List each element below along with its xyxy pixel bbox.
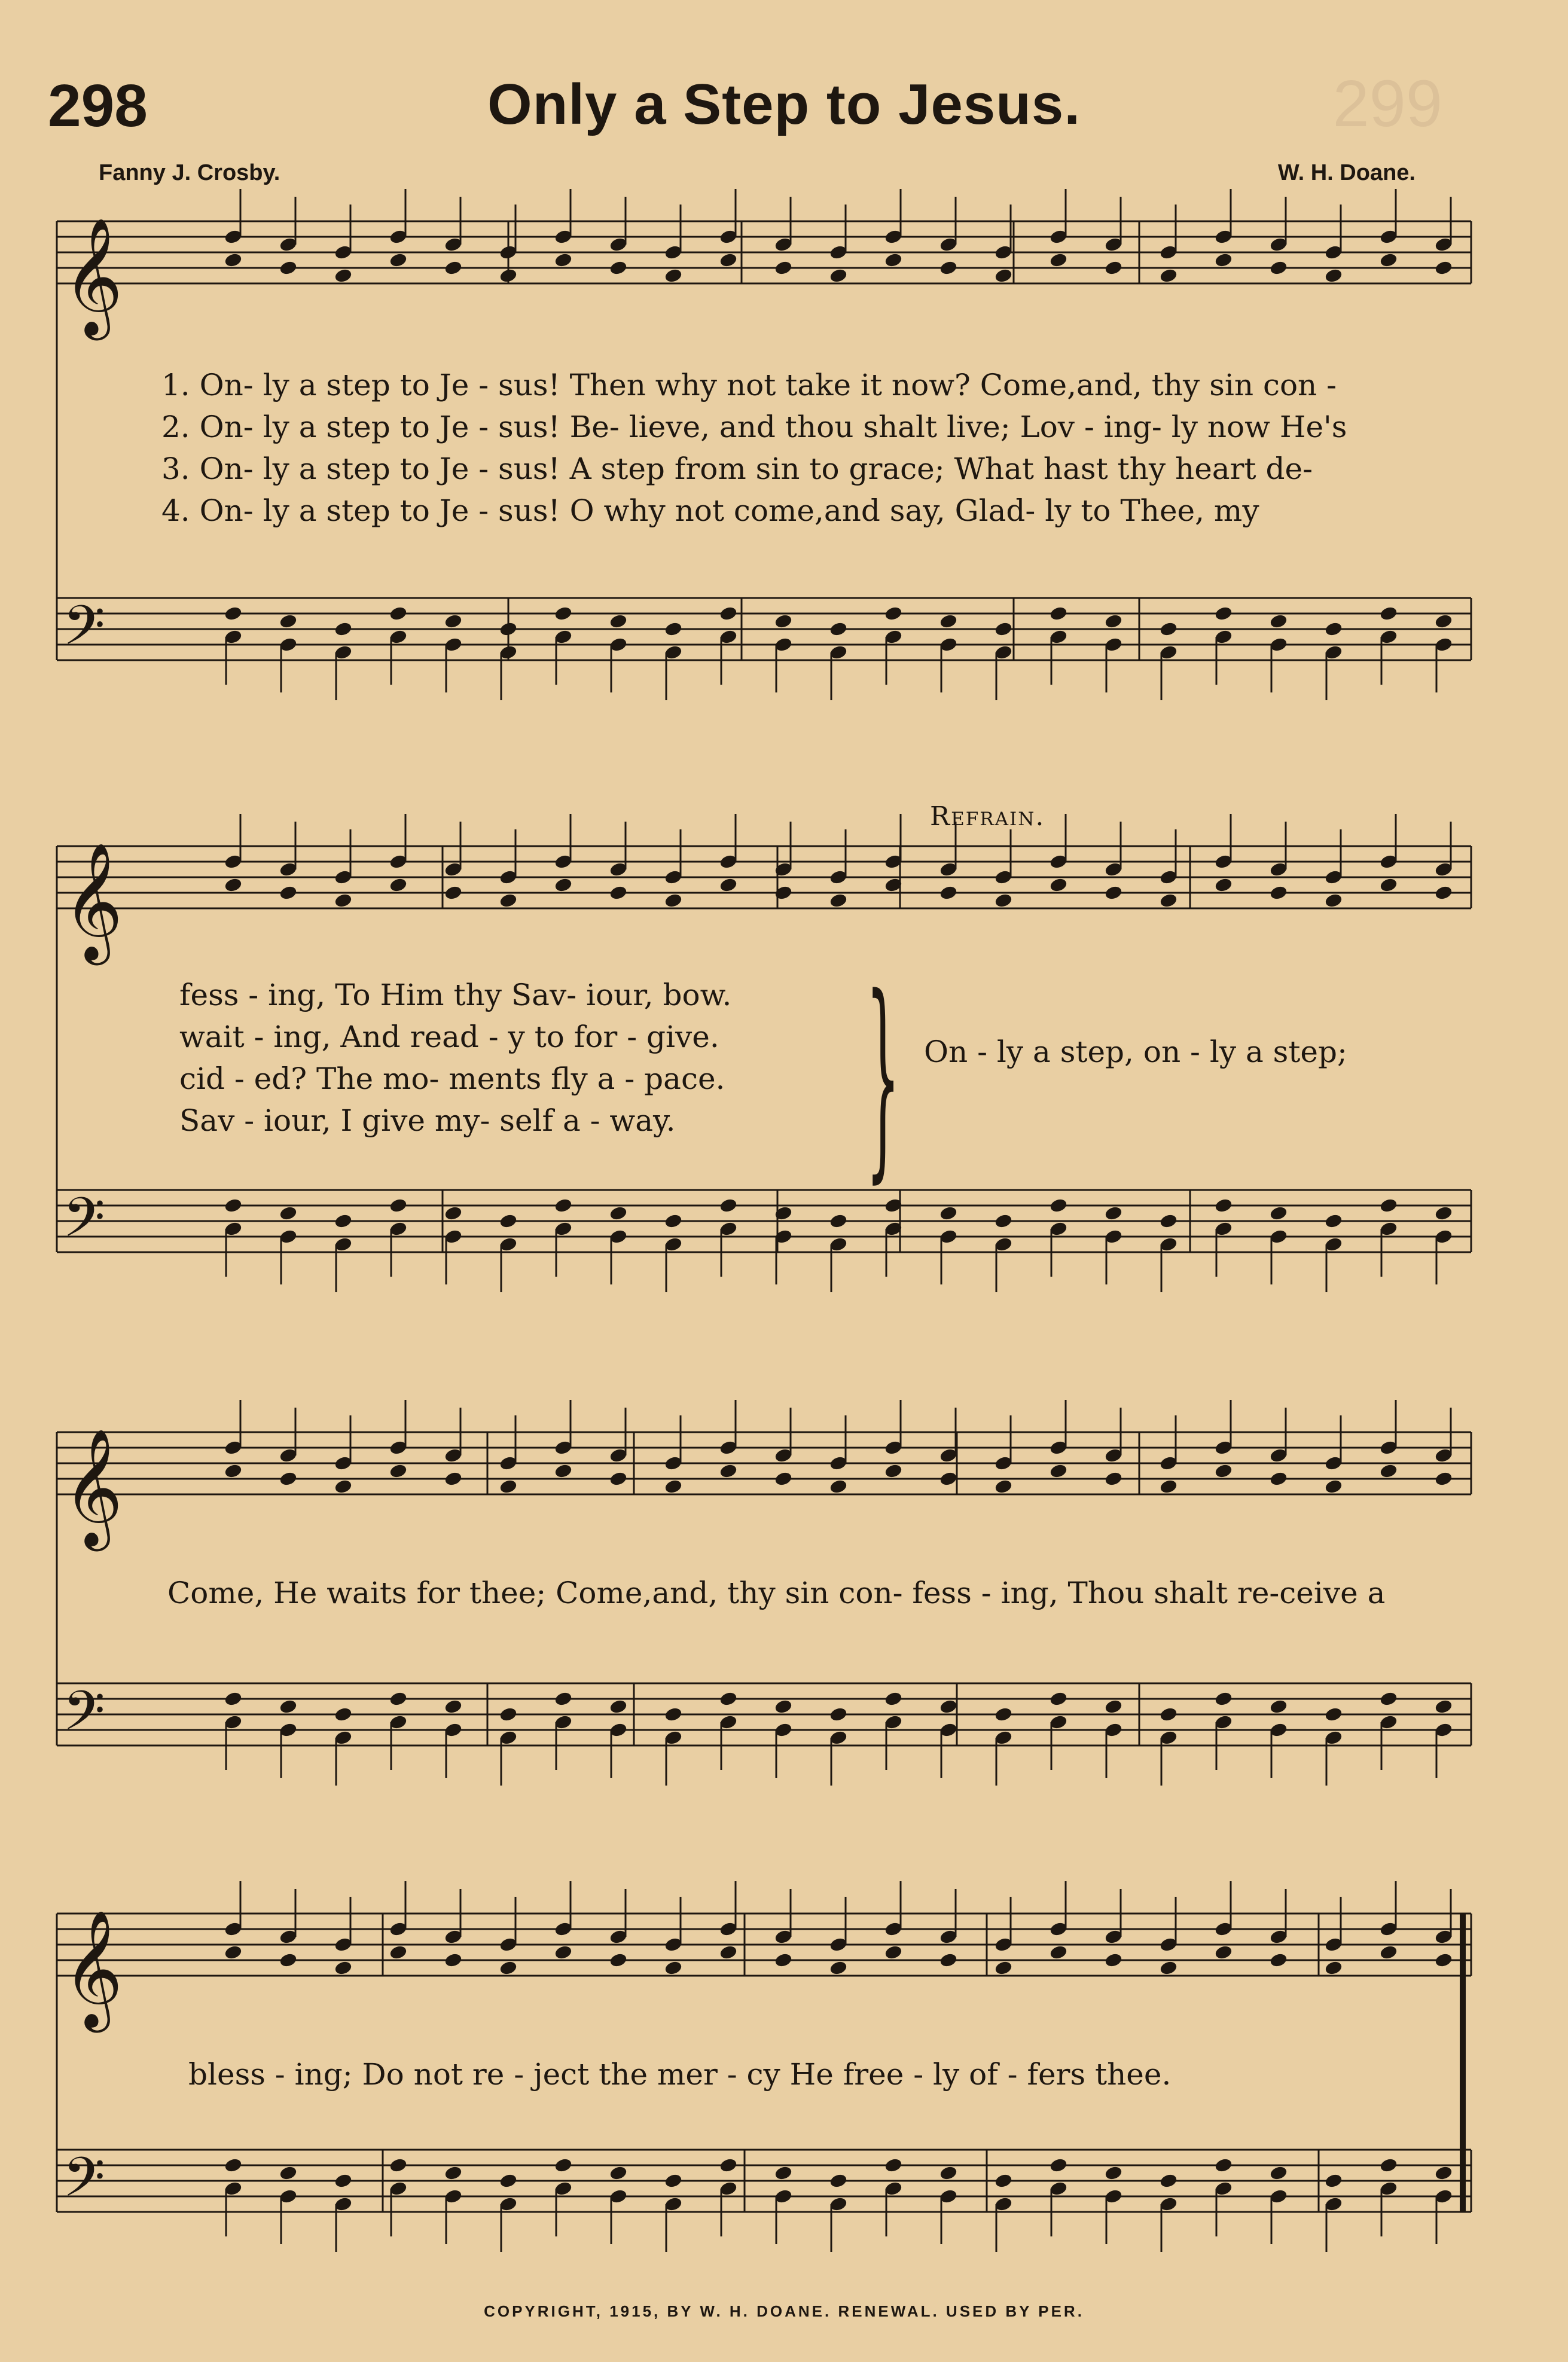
note-head bbox=[1380, 877, 1398, 893]
note-head bbox=[499, 893, 518, 908]
note-head bbox=[829, 893, 848, 908]
note-head bbox=[719, 2157, 738, 2173]
note-head bbox=[499, 1707, 518, 1722]
note-head bbox=[995, 893, 1013, 908]
note-head bbox=[1105, 2165, 1123, 2181]
note-head bbox=[1435, 1699, 1453, 1714]
note-head bbox=[1160, 268, 1178, 283]
verse-2-ending: wait - ing, And read - y to for - give. bbox=[179, 1020, 719, 1054]
note-head bbox=[939, 260, 958, 276]
note-head bbox=[444, 1206, 463, 1221]
note-head bbox=[1270, 614, 1288, 629]
copyright-notice: COPYRIGHT, 1915, BY W. H. DOANE. RENEWAL. USED BY PER. bbox=[484, 2302, 1084, 2320]
note-head bbox=[554, 1463, 573, 1479]
note-head bbox=[664, 1213, 683, 1229]
note-head bbox=[1325, 1479, 1343, 1494]
refrain-label: Refrain. bbox=[930, 801, 1045, 832]
note-head bbox=[554, 2157, 573, 2173]
note-head bbox=[224, 606, 243, 621]
note-head bbox=[995, 2173, 1013, 2189]
note-head bbox=[1380, 2157, 1398, 2173]
note-head bbox=[1105, 885, 1123, 901]
note-head bbox=[995, 1707, 1013, 1722]
note-head bbox=[1325, 893, 1343, 908]
note-head bbox=[939, 1206, 958, 1221]
note-head bbox=[829, 1213, 848, 1229]
bleed-through-page-number: 299 bbox=[1332, 67, 1442, 141]
note-head bbox=[1160, 1960, 1178, 1976]
note-head bbox=[444, 1471, 463, 1487]
note-head bbox=[554, 877, 573, 893]
note-head bbox=[334, 1960, 353, 1976]
note-head bbox=[224, 1198, 243, 1213]
note-head bbox=[1050, 877, 1068, 893]
note-head bbox=[609, 1952, 628, 1968]
note-head bbox=[664, 893, 683, 908]
note-head bbox=[609, 614, 628, 629]
note-head bbox=[1325, 1213, 1343, 1229]
verse-brace: } bbox=[866, 951, 901, 1201]
note-head bbox=[1105, 1952, 1123, 1968]
verse-4-line: 4. On- ly a step to Je - sus! O why not come,and say, Glad- ly to Thee, my bbox=[161, 493, 1259, 528]
note-head bbox=[939, 885, 958, 901]
bass-clef: 𝄢 bbox=[63, 1679, 105, 1756]
note-head bbox=[1435, 1471, 1453, 1487]
verse-1-ending: fess - ing, To Him thy Sav- iour, bow. bbox=[179, 978, 732, 1012]
note-head bbox=[224, 1945, 243, 1960]
note-head bbox=[1105, 1206, 1123, 1221]
note-head bbox=[334, 893, 353, 908]
note-head bbox=[444, 885, 463, 901]
note-head bbox=[829, 1479, 848, 1494]
bass-clef: 𝄢 bbox=[63, 2146, 105, 2222]
note-head bbox=[389, 1463, 408, 1479]
note-head bbox=[499, 1213, 518, 1229]
verse-4-ending: Sav - iour, I give my- self a - way. bbox=[179, 1103, 676, 1138]
note-head bbox=[279, 1206, 298, 1221]
note-head bbox=[279, 1471, 298, 1487]
note-head bbox=[554, 252, 573, 268]
note-head bbox=[1325, 1707, 1343, 1722]
note-head bbox=[224, 2157, 243, 2173]
note-head bbox=[609, 2165, 628, 2181]
verse-1-line: 1. On- ly a step to Je - sus! Then why not take it now? Come,and, thy sin con - bbox=[161, 368, 1337, 402]
note-head bbox=[1325, 1960, 1343, 1976]
note-head bbox=[279, 1952, 298, 1968]
note-head bbox=[609, 1699, 628, 1714]
verse-3-ending: cid - ed? The mo- ments fly a - pace. bbox=[179, 1061, 725, 1096]
note-head bbox=[829, 2173, 848, 2189]
note-head bbox=[444, 614, 463, 629]
note-head bbox=[995, 268, 1013, 283]
note-head bbox=[444, 1952, 463, 1968]
note-head bbox=[719, 1691, 738, 1707]
note-head bbox=[1215, 1691, 1233, 1707]
note-head bbox=[334, 621, 353, 637]
note-head bbox=[1325, 2173, 1343, 2189]
note-head bbox=[1380, 1945, 1398, 1960]
note-head bbox=[554, 1691, 573, 1707]
note-head bbox=[884, 1463, 903, 1479]
note-head bbox=[1050, 606, 1068, 621]
note-head bbox=[1215, 1198, 1233, 1213]
note-head bbox=[554, 1945, 573, 1960]
note-head bbox=[334, 2173, 353, 2189]
note-head bbox=[1215, 606, 1233, 621]
note-head bbox=[774, 1471, 793, 1487]
note-head bbox=[884, 1945, 903, 1960]
bass-clef: 𝄢 bbox=[63, 1186, 105, 1262]
lyricist-credit: Fanny J. Crosby. bbox=[99, 160, 280, 185]
note-head bbox=[1160, 2173, 1178, 2189]
note-head bbox=[609, 1206, 628, 1221]
note-head bbox=[719, 606, 738, 621]
note-head bbox=[499, 621, 518, 637]
note-head bbox=[444, 1699, 463, 1714]
note-head bbox=[939, 614, 958, 629]
note-head bbox=[1270, 1952, 1288, 1968]
treble-clef: 𝄞 bbox=[63, 842, 123, 960]
note-head bbox=[279, 614, 298, 629]
note-head bbox=[664, 621, 683, 637]
note-head bbox=[774, 1952, 793, 1968]
note-head bbox=[774, 2165, 793, 2181]
treble-clef: 𝄞 bbox=[63, 1428, 123, 1546]
note-head bbox=[1325, 268, 1343, 283]
note-head bbox=[389, 606, 408, 621]
note-head bbox=[334, 1479, 353, 1494]
bass-clef: 𝄢 bbox=[63, 594, 105, 670]
note-head bbox=[279, 1699, 298, 1714]
note-head bbox=[609, 885, 628, 901]
note-head bbox=[224, 1463, 243, 1479]
note-head bbox=[1160, 621, 1178, 637]
verse-2-line: 2. On- ly a step to Je - sus! Be- lieve, and thou shalt live; Lov - ing- ly now He's bbox=[161, 410, 1347, 444]
refrain-lyric-1: On - ly a step, on - ly a step; bbox=[924, 1034, 1347, 1069]
note-head bbox=[334, 268, 353, 283]
note-head bbox=[499, 268, 518, 283]
note-head bbox=[884, 2157, 903, 2173]
note-head bbox=[719, 877, 738, 893]
note-head bbox=[224, 1691, 243, 1707]
hymn-title: Only a Step to Jesus. bbox=[487, 72, 1081, 136]
note-head bbox=[1270, 260, 1288, 276]
note-head bbox=[609, 260, 628, 276]
note-head bbox=[334, 1213, 353, 1229]
composer-credit: W. H. Doane. bbox=[1277, 160, 1416, 185]
note-head bbox=[389, 2157, 408, 2173]
note-head bbox=[829, 621, 848, 637]
note-head bbox=[389, 877, 408, 893]
note-head bbox=[609, 1471, 628, 1487]
note-head bbox=[1160, 1479, 1178, 1494]
note-head bbox=[1050, 1463, 1068, 1479]
note-head bbox=[1050, 2157, 1068, 2173]
note-head bbox=[719, 252, 738, 268]
note-head bbox=[1380, 1198, 1398, 1213]
note-head bbox=[664, 2173, 683, 2189]
note-head bbox=[1105, 614, 1123, 629]
verse-3-line: 3. On- ly a step to Je - sus! A step from sin to grace; What hast thy heart de- bbox=[161, 451, 1313, 486]
note-head bbox=[554, 606, 573, 621]
note-head bbox=[995, 621, 1013, 637]
note-head bbox=[829, 1707, 848, 1722]
note-head bbox=[1050, 252, 1068, 268]
note-head bbox=[1270, 1699, 1288, 1714]
note-head bbox=[664, 1707, 683, 1722]
note-head bbox=[1160, 1707, 1178, 1722]
note-head bbox=[719, 1198, 738, 1213]
note-head bbox=[389, 252, 408, 268]
note-head bbox=[499, 2173, 518, 2189]
note-head bbox=[939, 1699, 958, 1714]
note-head bbox=[1325, 621, 1343, 637]
note-head bbox=[1435, 2165, 1453, 2181]
note-head bbox=[1270, 2165, 1288, 2181]
note-head bbox=[1215, 252, 1233, 268]
note-head bbox=[884, 1691, 903, 1707]
note-head bbox=[279, 2165, 298, 2181]
note-head bbox=[1270, 1471, 1288, 1487]
note-head bbox=[995, 1960, 1013, 1976]
note-head bbox=[444, 2165, 463, 2181]
note-head bbox=[884, 606, 903, 621]
note-head bbox=[664, 268, 683, 283]
note-head bbox=[774, 614, 793, 629]
note-head bbox=[279, 885, 298, 901]
note-head bbox=[389, 1945, 408, 1960]
note-head bbox=[499, 1960, 518, 1976]
treble-clef: 𝄞 bbox=[63, 217, 123, 335]
note-head bbox=[1105, 1471, 1123, 1487]
note-head bbox=[224, 252, 243, 268]
note-head bbox=[995, 1213, 1013, 1229]
note-head bbox=[554, 1198, 573, 1213]
note-head bbox=[774, 1699, 793, 1714]
note-head bbox=[719, 1463, 738, 1479]
note-head bbox=[1380, 1691, 1398, 1707]
note-head bbox=[1270, 885, 1288, 901]
note-head bbox=[1380, 252, 1398, 268]
note-head bbox=[1215, 2157, 1233, 2173]
note-head bbox=[1215, 1945, 1233, 1960]
note-head bbox=[1270, 1206, 1288, 1221]
note-head bbox=[664, 1960, 683, 1976]
note-head bbox=[774, 260, 793, 276]
note-head bbox=[1160, 1213, 1178, 1229]
note-head bbox=[1435, 885, 1453, 901]
refrain-lyric-2: Come, He waits for thee; Come,and, thy sin con- fess - ing, Thou shalt re-ceive a bbox=[167, 1576, 1386, 1610]
note-head bbox=[829, 268, 848, 283]
note-head bbox=[939, 2165, 958, 2181]
note-head bbox=[1215, 1463, 1233, 1479]
note-head bbox=[664, 1479, 683, 1494]
note-head bbox=[1380, 1463, 1398, 1479]
note-head bbox=[334, 1707, 353, 1722]
note-head bbox=[389, 1198, 408, 1213]
note-head bbox=[884, 252, 903, 268]
note-head bbox=[444, 260, 463, 276]
note-head bbox=[939, 1952, 958, 1968]
note-head bbox=[1215, 877, 1233, 893]
refrain-lyric-3: bless - ing; Do not re - ject the mer - cy He free - ly of - fers thee. bbox=[188, 2057, 1172, 2092]
note-head bbox=[1105, 1699, 1123, 1714]
note-head bbox=[1050, 1945, 1068, 1960]
note-head bbox=[279, 260, 298, 276]
note-head bbox=[1435, 1952, 1453, 1968]
note-head bbox=[1380, 606, 1398, 621]
note-head bbox=[1050, 1691, 1068, 1707]
note-head bbox=[995, 1479, 1013, 1494]
note-head bbox=[1435, 260, 1453, 276]
note-head bbox=[939, 1471, 958, 1487]
treble-clef: 𝄞 bbox=[63, 1909, 123, 2028]
note-head bbox=[389, 1691, 408, 1707]
note-head bbox=[1435, 1206, 1453, 1221]
note-head bbox=[1105, 260, 1123, 276]
note-head bbox=[499, 1479, 518, 1494]
note-head bbox=[829, 1960, 848, 1976]
note-head bbox=[1160, 893, 1178, 908]
note-head bbox=[719, 1945, 738, 1960]
note-head bbox=[1050, 1198, 1068, 1213]
note-head bbox=[1435, 614, 1453, 629]
note-head bbox=[224, 877, 243, 893]
hymn-number: 298 bbox=[48, 72, 148, 139]
